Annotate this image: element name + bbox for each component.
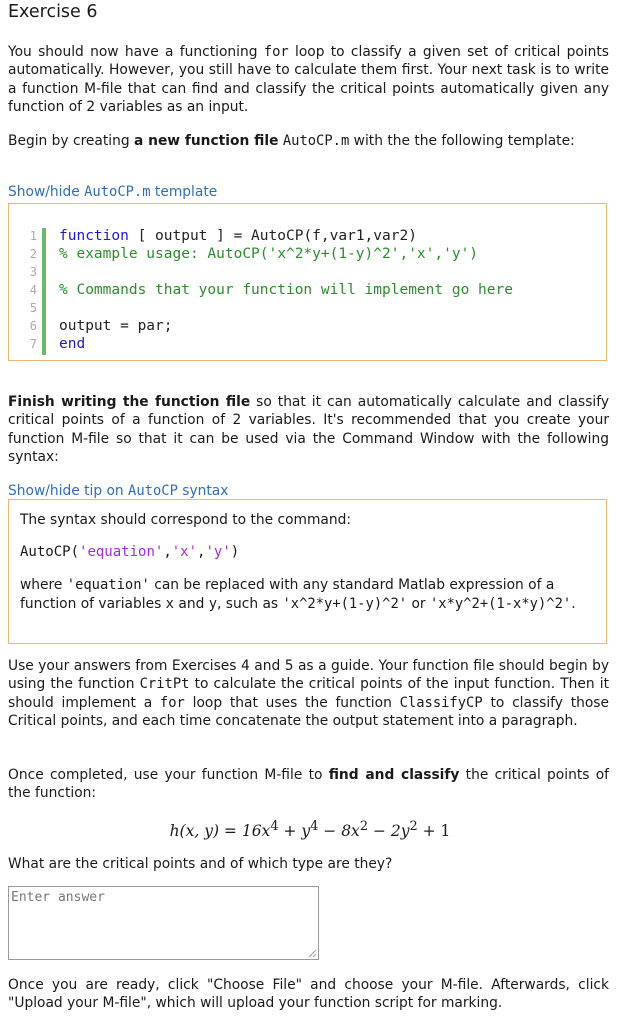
syntax-tip-box (8, 499, 607, 644)
tip-toggle-link[interactable]: Show/hide tip on AutoCP syntax (8, 483, 229, 499)
code-line-4: % Commands that your function will implement go here (59, 282, 513, 298)
template-toggle-link[interactable]: Show/hide AutoCP.m template (8, 184, 218, 200)
tip-command: AutoCP('equation','x','y') (20, 544, 240, 560)
code-line-2: % example usage: AutoCP('x^2*y+(1-y)^2','x','y') (59, 246, 479, 262)
footer-paragraph: Once you are ready, click "Choose File" and choose your M-file. Afterwards, click "Upload your M-file", which will upload your function script for marking. (8, 977, 609, 1012)
line-numbers: 1 2 3 4 5 6 7 (29, 229, 37, 351)
tip-where: where 'equation' can be replaced with any standard Matlab expression of a function of variables x and y, such as 'x^2*y+(1-y)^2' or 'x*y^2+(1-x*y)^2'. (20, 577, 576, 612)
resize-grip-icon[interactable] (308, 949, 317, 958)
bold-finish-writing: Finish writing the function file (8, 394, 251, 410)
bold-find-and-classify: find and classify (328, 767, 460, 783)
code-for: for (263, 44, 289, 60)
function-formula: h(x, $y) = 16x^4 + y^4 - 8x^2 - 2y^2 + 1$ (169, 819, 451, 841)
tip-intro: The syntax should correspond to the command: (20, 512, 352, 528)
guide-paragraph: Use your answers from Exercises 4 and 5 as a guide. Your function file should begin by using the function CritPt to calculate the critical points of the input function. Then it should implement a for loop that uses the function ClassifyCP to classify those Critical points, and each time concatenate the output statement into a paragraph. (8, 658, 610, 730)
create-paragraph: Begin by creating a new function file AutoCP.m with the the following template: (8, 133, 575, 149)
answer-textarea[interactable]: Enter answer (8, 886, 319, 960)
once-paragraph: Once completed, use your function M-file to find and classify the critical points of the function: (8, 767, 609, 802)
code-template-box (8, 203, 607, 361)
finish-paragraph: Finish writing the function file so that it can automatically calculate and classify critical points of a function of 2 variables. It's recommended that you create your function M-file so that it can be used via the Command Window with the following syntax: (8, 394, 609, 466)
exercise-title: Exercise 6 (8, 2, 98, 22)
code-line-7: end (59, 336, 86, 352)
gutter-bar (42, 228, 46, 355)
question-text: What are the critical points and of which type are they? (8, 856, 393, 872)
bold-new-function-file: a new function file (134, 133, 279, 149)
code-line-1: function [ output ] = AutoCP(f,var1,var2) (59, 228, 417, 244)
code-filename: AutoCP.m (282, 133, 350, 149)
code-lines (59, 227, 513, 353)
intro-paragraph: You should now have a functioning for loop to classify a given set of critical points automatically. However, you still have to calculate them first. Your next task is to write a function M-file that can find and classify the critical points automatically given any function of 2 variables as an input. (8, 44, 609, 116)
code-line-6: output = par; (59, 318, 173, 334)
